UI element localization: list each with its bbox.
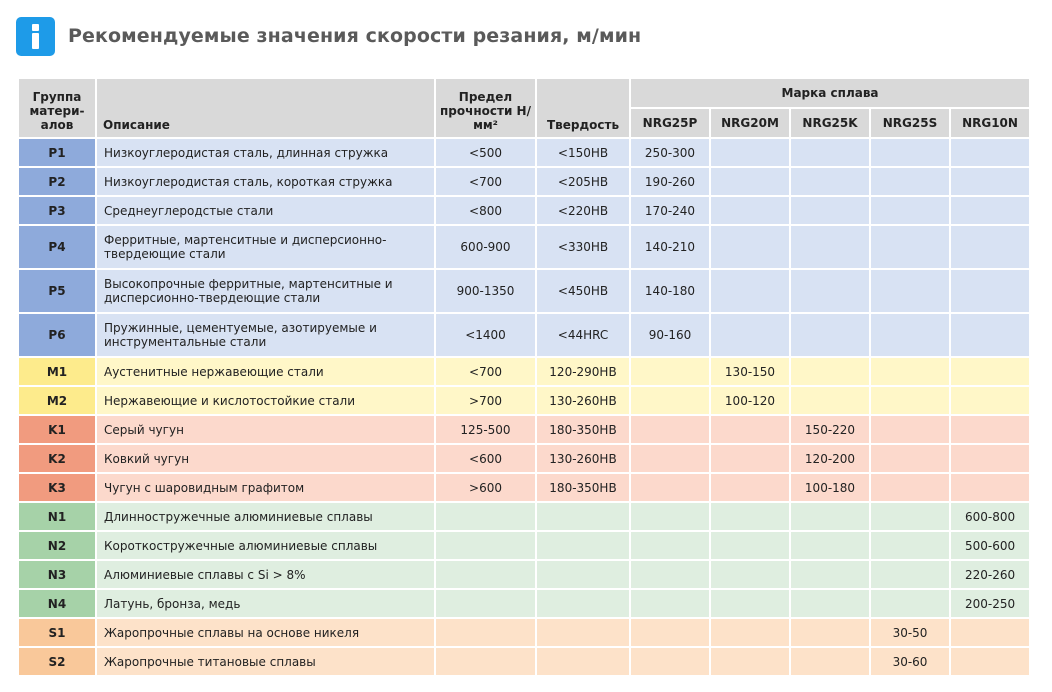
cutting-speed: [711, 139, 789, 166]
cutting-speed: [711, 619, 789, 646]
header-grade: NRG20M: [711, 109, 789, 137]
cutting-speed: [791, 168, 869, 195]
cutting-speed-table: [17, 77, 1031, 677]
tensile-strength: <600: [436, 445, 535, 472]
header-grade: NRG10N: [951, 109, 1029, 137]
hardness: <450HB: [537, 270, 629, 312]
material-code: S2: [19, 648, 95, 675]
hardness: 180-350HB: [537, 474, 629, 501]
tensile-strength: <500: [436, 139, 535, 166]
material-code: N4: [19, 590, 95, 617]
page-header: [16, 16, 641, 56]
cutting-speed: 200-250: [951, 590, 1029, 617]
table-row: [19, 474, 1029, 501]
header-description: Описание: [97, 79, 434, 137]
material-code: M1: [19, 358, 95, 385]
table-row: [19, 168, 1029, 195]
material-code: P2: [19, 168, 95, 195]
material-description: Среднеуглеродстые стали: [97, 197, 434, 224]
cutting-speed: [951, 358, 1029, 385]
table-row: [19, 416, 1029, 443]
cutting-speed: [951, 270, 1029, 312]
cutting-speed: 170-240: [631, 197, 709, 224]
cutting-speed: [951, 387, 1029, 414]
cutting-speed: 30-60: [871, 648, 949, 675]
cutting-speed: [791, 358, 869, 385]
material-description: Латунь, бронза, медь: [97, 590, 434, 617]
hardness: 120-290HB: [537, 358, 629, 385]
cutting-speed: [871, 226, 949, 268]
cutting-speed: [871, 197, 949, 224]
cutting-speed: [711, 532, 789, 559]
table-row: [19, 226, 1029, 268]
hardness: [537, 590, 629, 617]
cutting-speed: [791, 314, 869, 356]
info-icon: [16, 17, 55, 56]
cutting-speed: [791, 503, 869, 530]
cutting-speed: [711, 561, 789, 588]
material-description: Низкоуглеродистая сталь, короткая стружка: [97, 168, 434, 195]
material-code: N2: [19, 532, 95, 559]
cutting-speed: [711, 474, 789, 501]
cutting-speed: [871, 270, 949, 312]
cutting-speed: [631, 416, 709, 443]
cutting-speed: [951, 226, 1029, 268]
material-description: Высокопрочные ферритные, мартенситные и дисперсионно-твердеющие стали: [97, 270, 434, 312]
hardness: <44HRC: [537, 314, 629, 356]
material-description: Чугун с шаровидным графитом: [97, 474, 434, 501]
header-grade-group: Марка сплава: [631, 79, 1029, 107]
table-row: [19, 445, 1029, 472]
cutting-speed: [631, 387, 709, 414]
material-description: Серый чугун: [97, 416, 434, 443]
cutting-speed: [711, 445, 789, 472]
material-code: P6: [19, 314, 95, 356]
cutting-speed: [871, 416, 949, 443]
cutting-speed: [951, 416, 1029, 443]
hardness: [537, 532, 629, 559]
cutting-speed: 30-50: [871, 619, 949, 646]
tensile-strength: <700: [436, 168, 535, 195]
cutting-speed: [871, 139, 949, 166]
hardness: 180-350HB: [537, 416, 629, 443]
material-code: P3: [19, 197, 95, 224]
cutting-speed: [791, 387, 869, 414]
tensile-strength: 900-1350: [436, 270, 535, 312]
material-code: P1: [19, 139, 95, 166]
hardness: [537, 561, 629, 588]
table-row: [19, 197, 1029, 224]
hardness: 130-260HB: [537, 445, 629, 472]
cutting-speed: [951, 139, 1029, 166]
cutting-speed: 500-600: [951, 532, 1029, 559]
cutting-speed: 250-300: [631, 139, 709, 166]
tensile-strength: [436, 561, 535, 588]
cutting-speed: [871, 358, 949, 385]
material-code: P4: [19, 226, 95, 268]
cutting-speed: 130-150: [711, 358, 789, 385]
hardness: <205HB: [537, 168, 629, 195]
page-title: Рекомендуемые значения скорости резания, м/мин: [68, 25, 642, 47]
tensile-strength: [436, 648, 535, 675]
cutting-speed: [631, 503, 709, 530]
table-row: [19, 532, 1029, 559]
cutting-speed: 100-120: [711, 387, 789, 414]
cutting-speed: 600-800: [951, 503, 1029, 530]
cutting-speed: [631, 648, 709, 675]
material-code: N3: [19, 561, 95, 588]
cutting-speed: [951, 648, 1029, 675]
cutting-speed: [711, 590, 789, 617]
cutting-speed: [871, 314, 949, 356]
hardness: <220HB: [537, 197, 629, 224]
material-description: Аустенитные нержавеющие стали: [97, 358, 434, 385]
tensile-strength: [436, 619, 535, 646]
cutting-speed: [791, 532, 869, 559]
table-row: [19, 561, 1029, 588]
cutting-speed: [871, 503, 949, 530]
material-description: Низкоуглеродистая сталь, длинная стружка: [97, 139, 434, 166]
tensile-strength: 125-500: [436, 416, 535, 443]
header-strength: Предел прочности Н/мм²: [436, 79, 535, 137]
cutting-speed: [871, 474, 949, 501]
header-grade: NRG25P: [631, 109, 709, 137]
cutting-speed: [631, 445, 709, 472]
hardness: <330HB: [537, 226, 629, 268]
cutting-speed: [711, 226, 789, 268]
hardness: [537, 619, 629, 646]
cutting-speed: [871, 445, 949, 472]
cutting-speed: [871, 168, 949, 195]
cutting-speed: [631, 532, 709, 559]
material-description: Ковкий чугун: [97, 445, 434, 472]
tensile-strength: [436, 590, 535, 617]
cutting-speed: 140-180: [631, 270, 709, 312]
cutting-speed: [791, 270, 869, 312]
cutting-speed: [951, 445, 1029, 472]
material-code: K3: [19, 474, 95, 501]
header-group: Группа матери-алов: [19, 79, 95, 137]
material-description: Длинностружечные алюминиевые сплавы: [97, 503, 434, 530]
tensile-strength: >600: [436, 474, 535, 501]
cutting-speed: [711, 314, 789, 356]
cutting-speed: [711, 197, 789, 224]
cutting-speed: [791, 648, 869, 675]
cutting-speed: [951, 474, 1029, 501]
material-description: Короткостружечные алюминиевые сплавы: [97, 532, 434, 559]
cutting-speed: [791, 619, 869, 646]
tensile-strength: <700: [436, 358, 535, 385]
tensile-strength: <1400: [436, 314, 535, 356]
cutting-speed: [631, 358, 709, 385]
tensile-strength: 600-900: [436, 226, 535, 268]
table-row: [19, 139, 1029, 166]
material-code: S1: [19, 619, 95, 646]
cutting-speed: [951, 197, 1029, 224]
header-hardness: Твердость: [537, 79, 629, 137]
material-code: N1: [19, 503, 95, 530]
cutting-speed: [791, 139, 869, 166]
material-code: K1: [19, 416, 95, 443]
table-row: [19, 590, 1029, 617]
material-description: Пружинные, цементуемые, азотируемые и инструментальные стали: [97, 314, 434, 356]
cutting-speed: 120-200: [791, 445, 869, 472]
table-row: [19, 314, 1029, 356]
cutting-speed: [951, 314, 1029, 356]
hardness: <150HB: [537, 139, 629, 166]
cutting-speed: [711, 416, 789, 443]
cutting-speed: 150-220: [791, 416, 869, 443]
table-row: [19, 358, 1029, 385]
cutting-speed: [871, 590, 949, 617]
table-row: [19, 648, 1029, 675]
cutting-speed: [791, 561, 869, 588]
material-description: Жаропрочные титановые сплавы: [97, 648, 434, 675]
cutting-speed: [631, 561, 709, 588]
cutting-speed: 190-260: [631, 168, 709, 195]
cutting-speed: 220-260: [951, 561, 1029, 588]
cutting-speed: [711, 270, 789, 312]
cutting-speed: [631, 474, 709, 501]
cutting-speed: [631, 590, 709, 617]
material-code: K2: [19, 445, 95, 472]
cutting-speed: [711, 168, 789, 195]
cutting-speed: 140-210: [631, 226, 709, 268]
table-row: [19, 619, 1029, 646]
cutting-speed: [631, 619, 709, 646]
cutting-speed: [871, 532, 949, 559]
cutting-speed: [791, 590, 869, 617]
material-description: Ферритные, мартенситные и дисперсионно-твердеющие стали: [97, 226, 434, 268]
cutting-speed: [951, 619, 1029, 646]
material-code: P5: [19, 270, 95, 312]
tensile-strength: <800: [436, 197, 535, 224]
cutting-speed: [711, 648, 789, 675]
header-grade: NRG25S: [871, 109, 949, 137]
cutting-speed: 100-180: [791, 474, 869, 501]
tensile-strength: [436, 532, 535, 559]
table-row: [19, 503, 1029, 530]
material-description: Жаропрочные сплавы на основе никеля: [97, 619, 434, 646]
table-row: [19, 387, 1029, 414]
hardness: 130-260HB: [537, 387, 629, 414]
tensile-strength: >700: [436, 387, 535, 414]
material-description: Алюминиевые сплавы с Si > 8%: [97, 561, 434, 588]
cutting-speed: [791, 226, 869, 268]
cutting-speed: [871, 561, 949, 588]
material-code: M2: [19, 387, 95, 414]
cutting-speed: 90-160: [631, 314, 709, 356]
header-grade: NRG25K: [791, 109, 869, 137]
tensile-strength: [436, 503, 535, 530]
cutting-speed: [871, 387, 949, 414]
hardness: [537, 648, 629, 675]
cutting-speed: [791, 197, 869, 224]
cutting-speed: [951, 168, 1029, 195]
hardness: [537, 503, 629, 530]
table-row: [19, 270, 1029, 312]
material-description: Нержавеющие и кислотостойкие стали: [97, 387, 434, 414]
cutting-speed: [711, 503, 789, 530]
